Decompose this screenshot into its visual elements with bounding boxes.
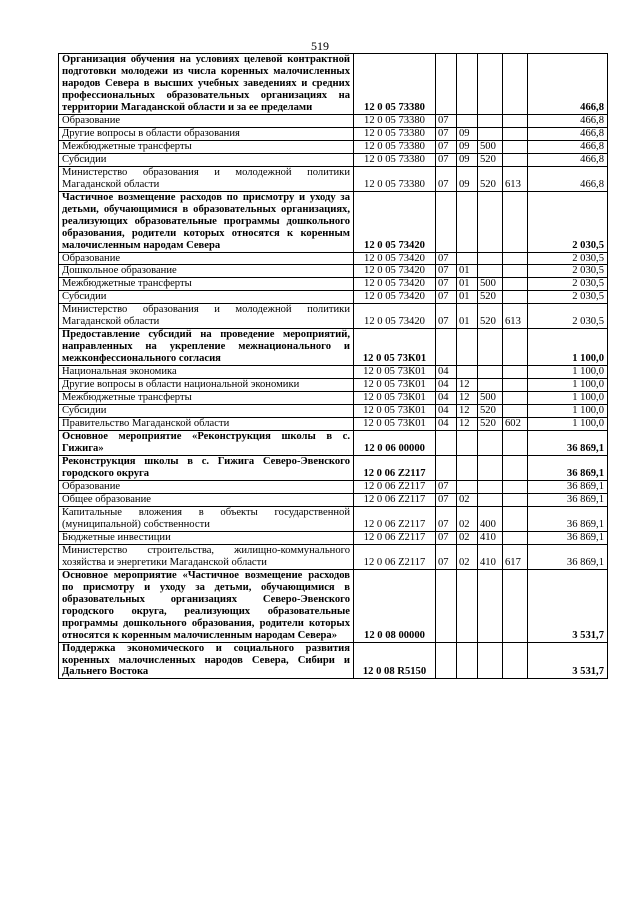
table-row xyxy=(59,265,608,278)
expense-type-code xyxy=(478,265,503,278)
table-row xyxy=(59,392,608,405)
expense-type-code: 500 xyxy=(478,278,503,291)
item-name: Министерство строительства, жилищно-коммунального хозяйства и энергетики Магаданской области xyxy=(59,544,354,569)
admin-code: 617 xyxy=(503,544,528,569)
expense-type-code: 520 xyxy=(478,153,503,166)
subsection-code xyxy=(457,329,478,366)
section-code: 07 xyxy=(436,114,457,127)
target-article-code: 12 0 06 Z2117 xyxy=(354,493,436,506)
table-row xyxy=(59,493,608,506)
amount: 466,8 xyxy=(528,127,608,140)
page-number: 519 xyxy=(311,39,329,53)
expense-type-code xyxy=(478,642,503,679)
table-row xyxy=(59,456,608,481)
item-name: Субсидии xyxy=(59,405,354,418)
section-code xyxy=(436,54,457,115)
target-article-code: 12 0 06 Z2117 xyxy=(354,531,436,544)
subsection-code: 02 xyxy=(457,506,478,531)
admin-code xyxy=(503,252,528,265)
section-code: 07 xyxy=(436,291,457,304)
table-row xyxy=(59,278,608,291)
table-row xyxy=(59,304,608,329)
target-article-code: 12 0 06 Z2117 xyxy=(354,544,436,569)
admin-code: 613 xyxy=(503,304,528,329)
subsection-code: 02 xyxy=(457,493,478,506)
item-name: Субсидии xyxy=(59,291,354,304)
item-name: Национальная экономика xyxy=(59,366,354,379)
amount: 36 869,1 xyxy=(528,480,608,493)
target-article-code: 12 0 05 73380 xyxy=(354,54,436,115)
budget-table xyxy=(58,53,608,679)
admin-code: 613 xyxy=(503,166,528,191)
item-name: Основное мероприятие «Реконструкция школы в с. Гижига» xyxy=(59,431,354,456)
table-row xyxy=(59,191,608,252)
expense-type-code xyxy=(478,252,503,265)
item-name: Межбюджетные трансферты xyxy=(59,278,354,291)
target-article-code: 12 0 05 73380 xyxy=(354,127,436,140)
table-row xyxy=(59,379,608,392)
expense-type-code xyxy=(478,329,503,366)
amount: 1 100,0 xyxy=(528,392,608,405)
section-code: 07 xyxy=(436,304,457,329)
amount: 1 100,0 xyxy=(528,366,608,379)
amount: 466,8 xyxy=(528,114,608,127)
expense-type-code xyxy=(478,569,503,642)
amount: 466,8 xyxy=(528,54,608,115)
expense-type-code xyxy=(478,191,503,252)
expense-type-code xyxy=(478,456,503,481)
table-row xyxy=(59,140,608,153)
item-name: Образование xyxy=(59,252,354,265)
admin-code xyxy=(503,506,528,531)
table-row xyxy=(59,642,608,679)
subsection-code: 01 xyxy=(457,278,478,291)
target-article-code: 12 0 05 73420 xyxy=(354,291,436,304)
table-row xyxy=(59,544,608,569)
amount: 36 869,1 xyxy=(528,506,608,531)
table-row xyxy=(59,166,608,191)
item-name: Межбюджетные трансферты xyxy=(59,392,354,405)
admin-code xyxy=(503,366,528,379)
table-row xyxy=(59,366,608,379)
expense-type-code xyxy=(478,54,503,115)
subsection-code: 01 xyxy=(457,304,478,329)
section-code: 04 xyxy=(436,418,457,431)
section-code: 07 xyxy=(436,480,457,493)
item-name: Образование xyxy=(59,480,354,493)
admin-code xyxy=(503,265,528,278)
target-article-code: 12 0 05 73К01 xyxy=(354,329,436,366)
expense-type-code xyxy=(478,379,503,392)
amount: 1 100,0 xyxy=(528,329,608,366)
target-article-code: 12 0 05 73К01 xyxy=(354,418,436,431)
subsection-code: 12 xyxy=(457,405,478,418)
amount: 3 531,7 xyxy=(528,642,608,679)
amount: 36 869,1 xyxy=(528,544,608,569)
item-name: Другие вопросы в области национальной экономики xyxy=(59,379,354,392)
table-row xyxy=(59,153,608,166)
expense-type-code: 520 xyxy=(478,291,503,304)
admin-code xyxy=(503,140,528,153)
table-row xyxy=(59,252,608,265)
target-article-code: 12 0 05 73380 xyxy=(354,140,436,153)
table-row xyxy=(59,114,608,127)
admin-code xyxy=(503,114,528,127)
subsection-code xyxy=(457,366,478,379)
admin-code xyxy=(503,191,528,252)
subsection-code xyxy=(457,54,478,115)
admin-code xyxy=(503,531,528,544)
admin-code xyxy=(503,480,528,493)
item-name: Предоставление субсидий на проведение мероприятий, направленных на укрепление межнационального и межконфессионального согласия xyxy=(59,329,354,366)
amount: 36 869,1 xyxy=(528,431,608,456)
admin-code xyxy=(503,405,528,418)
table-row xyxy=(59,127,608,140)
item-name: Общее образование xyxy=(59,493,354,506)
table-row xyxy=(59,480,608,493)
target-article-code: 12 0 06 00000 xyxy=(354,431,436,456)
item-name: Субсидии xyxy=(59,153,354,166)
section-code: 07 xyxy=(436,127,457,140)
target-article-code: 12 0 06 Z2117 xyxy=(354,506,436,531)
amount: 2 030,5 xyxy=(528,278,608,291)
section-code xyxy=(436,191,457,252)
subsection-code: 09 xyxy=(457,153,478,166)
admin-code xyxy=(503,278,528,291)
section-code xyxy=(436,456,457,481)
admin-code xyxy=(503,379,528,392)
section-code: 07 xyxy=(436,140,457,153)
amount: 466,8 xyxy=(528,166,608,191)
section-code: 07 xyxy=(436,531,457,544)
expense-type-code: 500 xyxy=(478,140,503,153)
amount: 2 030,5 xyxy=(528,304,608,329)
subsection-code xyxy=(457,569,478,642)
subsection-code: 12 xyxy=(457,392,478,405)
target-article-code: 12 0 05 73К01 xyxy=(354,392,436,405)
amount: 3 531,7 xyxy=(528,569,608,642)
target-article-code: 12 0 05 73420 xyxy=(354,252,436,265)
admin-code xyxy=(503,431,528,456)
expense-type-code xyxy=(478,114,503,127)
target-article-code: 12 0 05 73380 xyxy=(354,153,436,166)
item-name: Поддержка экономического и социального развития коренных малочисленных народов Севера, Сибири и Дальнего Востока xyxy=(59,642,354,679)
admin-code xyxy=(503,291,528,304)
item-name: Организация обучения на условиях целевой контрактной подготовки молодежи из числа коренных малочисленных народов Севера в высших учебных заведениях и средних профессиональных образовательных организациях на территории Магаданской области и за ее пределами xyxy=(59,54,354,115)
item-name: Основное мероприятие «Частичное возмещение расходов по присмотру и уходу за детьми, обучающимися в образовательных организациях Северо-Эвенского городского округа, реализующих образовательные программы дошкольного образования, родители которых относятся к коренным малочисленным народам Севера» xyxy=(59,569,354,642)
subsection-code xyxy=(457,191,478,252)
expense-type-code: 410 xyxy=(478,544,503,569)
section-code: 04 xyxy=(436,405,457,418)
section-code: 07 xyxy=(436,506,457,531)
expense-type-code: 400 xyxy=(478,506,503,531)
subsection-code: 01 xyxy=(457,291,478,304)
table-row xyxy=(59,531,608,544)
admin-code xyxy=(503,329,528,366)
expense-type-code: 520 xyxy=(478,304,503,329)
subsection-code xyxy=(457,431,478,456)
target-article-code: 12 0 05 73380 xyxy=(354,114,436,127)
subsection-code xyxy=(457,114,478,127)
admin-code xyxy=(503,456,528,481)
subsection-code xyxy=(457,456,478,481)
budget-table-body xyxy=(59,54,608,679)
subsection-code xyxy=(457,252,478,265)
admin-code: 602 xyxy=(503,418,528,431)
section-code: 04 xyxy=(436,379,457,392)
target-article-code: 12 0 05 73380 xyxy=(354,166,436,191)
table-row xyxy=(59,291,608,304)
amount: 36 869,1 xyxy=(528,531,608,544)
item-name: Бюджетные инвестиции xyxy=(59,531,354,544)
subsection-code: 02 xyxy=(457,544,478,569)
target-article-code: 12 0 05 73420 xyxy=(354,265,436,278)
item-name: Межбюджетные трансферты xyxy=(59,140,354,153)
subsection-code: 12 xyxy=(457,379,478,392)
item-name: Министерство образования и молодежной политики Магаданской области xyxy=(59,166,354,191)
amount: 466,8 xyxy=(528,153,608,166)
item-name: Частичное возмещение расходов по присмотру и уходу за детьми, обучающимися в образовательных организациях, реализующих образовательные программы дошкольного образования, родители которых относятся к коренным малочисленным народам Севера xyxy=(59,191,354,252)
subsection-code: 01 xyxy=(457,265,478,278)
section-code: 04 xyxy=(436,366,457,379)
admin-code xyxy=(503,392,528,405)
section-code: 04 xyxy=(436,392,457,405)
amount: 2 030,5 xyxy=(528,191,608,252)
section-code: 07 xyxy=(436,252,457,265)
item-name: Реконструкция школы в с. Гижига Северо-Эвенского городского округа xyxy=(59,456,354,481)
subsection-code: 12 xyxy=(457,418,478,431)
section-code: 07 xyxy=(436,166,457,191)
expense-type-code xyxy=(478,127,503,140)
subsection-code: 02 xyxy=(457,531,478,544)
expense-type-code: 520 xyxy=(478,405,503,418)
amount: 36 869,1 xyxy=(528,493,608,506)
section-code xyxy=(436,642,457,679)
amount: 1 100,0 xyxy=(528,379,608,392)
table-row xyxy=(59,405,608,418)
table-row xyxy=(59,506,608,531)
item-name: Правительство Магаданской области xyxy=(59,418,354,431)
section-code xyxy=(436,431,457,456)
target-article-code: 12 0 05 73К01 xyxy=(354,405,436,418)
amount: 36 869,1 xyxy=(528,456,608,481)
amount: 1 100,0 xyxy=(528,405,608,418)
target-article-code: 12 0 06 Z2117 xyxy=(354,480,436,493)
table-row xyxy=(59,329,608,366)
subsection-code xyxy=(457,480,478,493)
table-row xyxy=(59,431,608,456)
target-article-code: 12 0 08 00000 xyxy=(354,569,436,642)
expense-type-code xyxy=(478,431,503,456)
target-article-code: 12 0 05 73420 xyxy=(354,191,436,252)
amount: 2 030,5 xyxy=(528,252,608,265)
subsection-code: 09 xyxy=(457,140,478,153)
item-name: Дошкольное образование xyxy=(59,265,354,278)
subsection-code: 09 xyxy=(457,127,478,140)
admin-code xyxy=(503,569,528,642)
item-name: Капитальные вложения в объекты государственной (муниципальной) собственности xyxy=(59,506,354,531)
admin-code xyxy=(503,54,528,115)
item-name: Другие вопросы в области образования xyxy=(59,127,354,140)
section-code: 07 xyxy=(436,153,457,166)
target-article-code: 12 0 05 73К01 xyxy=(354,379,436,392)
subsection-code: 09 xyxy=(457,166,478,191)
table-row xyxy=(59,569,608,642)
expense-type-code: 520 xyxy=(478,166,503,191)
amount: 2 030,5 xyxy=(528,265,608,278)
expense-type-code xyxy=(478,366,503,379)
target-article-code: 12 0 05 73420 xyxy=(354,304,436,329)
admin-code xyxy=(503,127,528,140)
expense-type-code xyxy=(478,480,503,493)
section-code: 07 xyxy=(436,544,457,569)
expense-type-code: 410 xyxy=(478,531,503,544)
table-row xyxy=(59,418,608,431)
expense-type-code: 500 xyxy=(478,392,503,405)
admin-code xyxy=(503,493,528,506)
section-code xyxy=(436,329,457,366)
subsection-code xyxy=(457,642,478,679)
target-article-code: 12 0 06 Z2117 xyxy=(354,456,436,481)
target-article-code: 12 0 05 73420 xyxy=(354,278,436,291)
admin-code xyxy=(503,153,528,166)
target-article-code: 12 0 05 73К01 xyxy=(354,366,436,379)
section-code: 07 xyxy=(436,278,457,291)
table-row xyxy=(59,54,608,115)
amount: 466,8 xyxy=(528,140,608,153)
section-code xyxy=(436,569,457,642)
expense-type-code: 520 xyxy=(478,418,503,431)
item-name: Министерство образования и молодежной политики Магаданской области xyxy=(59,304,354,329)
item-name: Образование xyxy=(59,114,354,127)
expense-type-code xyxy=(478,493,503,506)
section-code: 07 xyxy=(436,493,457,506)
amount: 2 030,5 xyxy=(528,291,608,304)
admin-code xyxy=(503,642,528,679)
section-code: 07 xyxy=(436,265,457,278)
amount: 1 100,0 xyxy=(528,418,608,431)
target-article-code: 12 0 08 R5150 xyxy=(354,642,436,679)
